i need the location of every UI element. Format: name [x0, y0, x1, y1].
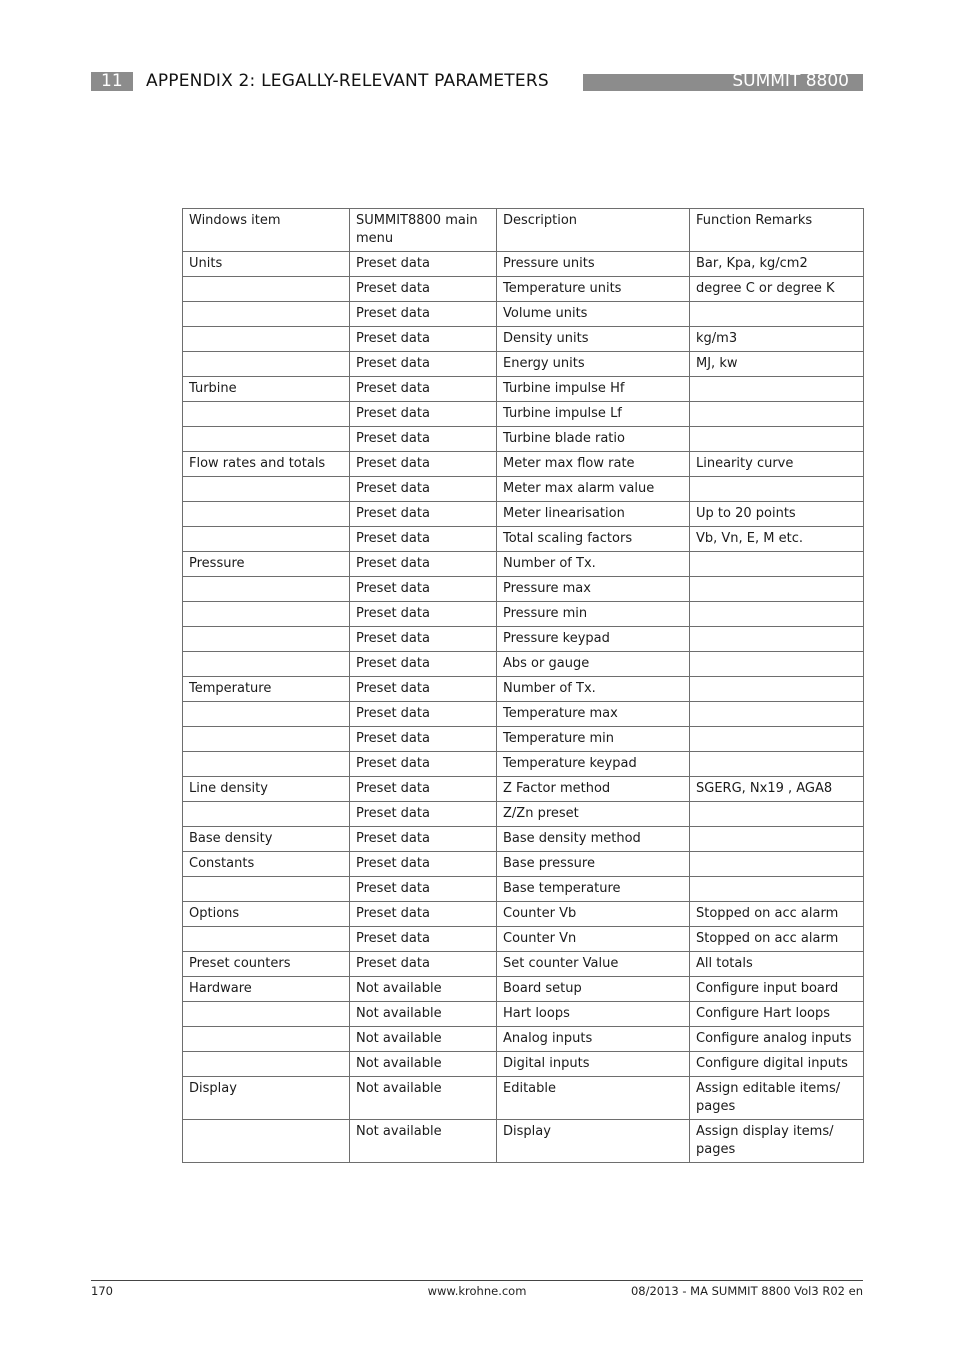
table-row: [183, 802, 864, 827]
table-cell: Units: [183, 252, 350, 277]
table-cell: [183, 502, 350, 527]
table-cell: Flow rates and totals: [183, 452, 350, 477]
table-row: [183, 452, 864, 477]
table-cell: Temperature min: [497, 727, 690, 752]
table-row: [183, 327, 864, 352]
table-cell: Assign editable items/ pages: [690, 1077, 864, 1120]
table-cell: [690, 852, 864, 877]
table-cell: Configure digital inputs: [690, 1052, 864, 1077]
table-cell: Base density: [183, 827, 350, 852]
table-cell: Not available: [350, 977, 497, 1002]
page-header: [0, 72, 954, 94]
table-cell: Z Factor method: [497, 777, 690, 802]
table-row: [183, 1052, 864, 1077]
table-cell: Preset counters: [183, 952, 350, 977]
table-cell: Turbine impulse Hf: [497, 377, 690, 402]
table-cell: Preset data: [350, 477, 497, 502]
table-row: [183, 1027, 864, 1052]
table-cell: Preset data: [350, 902, 497, 927]
table-cell: Volume units: [497, 302, 690, 327]
parameters-table: [182, 208, 864, 1163]
footer-divider: [91, 1280, 863, 1281]
footer-doc-ref: 08/2013 - MA SUMMIT 8800 Vol3 R02 en: [630, 1284, 863, 1298]
table-row: [183, 877, 864, 902]
table-cell: Energy units: [497, 352, 690, 377]
table-cell: Preset data: [350, 852, 497, 877]
table-cell: [690, 477, 864, 502]
table-cell: Preset data: [350, 652, 497, 677]
table-cell: Hart loops: [497, 1002, 690, 1027]
table-cell: Not available: [350, 1002, 497, 1027]
table-cell: Line density: [183, 777, 350, 802]
table-cell: Pressure min: [497, 602, 690, 627]
table-row: [183, 402, 864, 427]
table-row: [183, 852, 864, 877]
table-cell: kg/m3: [690, 327, 864, 352]
table-cell: [183, 702, 350, 727]
table-cell: [183, 877, 350, 902]
table-cell: Abs or gauge: [497, 652, 690, 677]
table-row: [183, 477, 864, 502]
table-cell: Preset data: [350, 602, 497, 627]
table-cell: Temperature units: [497, 277, 690, 302]
table-row: [183, 1002, 864, 1027]
table-cell: Density units: [497, 327, 690, 352]
table-cell: Configure Hart loops: [690, 1002, 864, 1027]
table-cell: [690, 877, 864, 902]
table-cell: Preset data: [350, 702, 497, 727]
table-cell: Assign display items/ pages: [690, 1120, 864, 1163]
table-cell: Options: [183, 902, 350, 927]
table-cell: Z/Zn preset: [497, 802, 690, 827]
table-row: [183, 727, 864, 752]
table-cell: Base density method: [497, 827, 690, 852]
table-cell: Meter linearisation: [497, 502, 690, 527]
table-cell: [690, 377, 864, 402]
table-cell: [183, 652, 350, 677]
table-cell: Turbine: [183, 377, 350, 402]
table-row: [183, 927, 864, 952]
table-cell: Number of Tx.: [497, 677, 690, 702]
table-cell: [690, 827, 864, 852]
table-cell: Preset data: [350, 952, 497, 977]
table-row: [183, 1120, 864, 1163]
table-row: [183, 977, 864, 1002]
table-row: [183, 702, 864, 727]
table-cell: degree C or degree K: [690, 277, 864, 302]
table-cell: Preset data: [350, 252, 497, 277]
table-row: [183, 952, 864, 977]
table-cell: Temperature: [183, 677, 350, 702]
table-cell: Pressure units: [497, 252, 690, 277]
table-cell: Digital inputs: [497, 1052, 690, 1077]
table-cell: Not available: [350, 1027, 497, 1052]
table-cell: [183, 927, 350, 952]
table-row: [183, 352, 864, 377]
table-cell: [690, 627, 864, 652]
table-cell: Not available: [350, 1077, 497, 1120]
table-row: [183, 552, 864, 577]
column-header: Windows item: [183, 209, 350, 252]
table-cell: Turbine impulse Lf: [497, 402, 690, 427]
table-cell: Preset data: [350, 302, 497, 327]
table-cell: [183, 527, 350, 552]
table-cell: Set counter Value: [497, 952, 690, 977]
column-header: Description: [497, 209, 690, 252]
table-header-row: [183, 209, 864, 252]
table-cell: Preset data: [350, 352, 497, 377]
table-cell: Preset data: [350, 452, 497, 477]
table-cell: Preset data: [350, 377, 497, 402]
table-cell: Display: [183, 1077, 350, 1120]
table-cell: Base pressure: [497, 852, 690, 877]
table-cell: Analog inputs: [497, 1027, 690, 1052]
table-row: [183, 427, 864, 452]
table-cell: Preset data: [350, 727, 497, 752]
table-cell: Preset data: [350, 827, 497, 852]
table-cell: Preset data: [350, 577, 497, 602]
table-row: [183, 627, 864, 652]
table-cell: Preset data: [350, 627, 497, 652]
table-cell: Stopped on acc alarm: [690, 927, 864, 952]
table-cell: Preset data: [350, 327, 497, 352]
table-cell: Temperature keypad: [497, 752, 690, 777]
table-cell: All totals: [690, 952, 864, 977]
table-cell: Not available: [350, 1120, 497, 1163]
table-cell: [690, 302, 864, 327]
table-cell: Preset data: [350, 552, 497, 577]
table-row: [183, 652, 864, 677]
table-row: [183, 577, 864, 602]
table-cell: Counter Vn: [497, 927, 690, 952]
table-cell: [183, 727, 350, 752]
footer-website: www.krohne.com: [427, 1284, 527, 1298]
table-cell: Base temperature: [497, 877, 690, 902]
table-cell: Preset data: [350, 927, 497, 952]
table-cell: [183, 577, 350, 602]
table-cell: Preset data: [350, 777, 497, 802]
table-row: [183, 277, 864, 302]
table-cell: SGERG, Nx19 , AGA8: [690, 777, 864, 802]
table-cell: [690, 602, 864, 627]
table-row: [183, 527, 864, 552]
table-row: [183, 252, 864, 277]
table-cell: Total scaling factors: [497, 527, 690, 552]
table-cell: Turbine blade ratio: [497, 427, 690, 452]
table-cell: [183, 1002, 350, 1027]
table-row: [183, 902, 864, 927]
table-cell: [690, 727, 864, 752]
table-cell: MJ, kw: [690, 352, 864, 377]
table-row: [183, 777, 864, 802]
table-cell: [690, 752, 864, 777]
table-row: [183, 602, 864, 627]
column-header: SUMMIT8800 main menu: [350, 209, 497, 252]
table-cell: Board setup: [497, 977, 690, 1002]
table-cell: Preset data: [350, 802, 497, 827]
table-cell: Pressure max: [497, 577, 690, 602]
table-cell: Preset data: [350, 427, 497, 452]
table-cell: Temperature max: [497, 702, 690, 727]
table-row: [183, 1077, 864, 1120]
table-cell: Stopped on acc alarm: [690, 902, 864, 927]
table-cell: [183, 277, 350, 302]
table-row: [183, 677, 864, 702]
table-row: [183, 752, 864, 777]
table-cell: Preset data: [350, 752, 497, 777]
table-row: [183, 502, 864, 527]
table-cell: [183, 1052, 350, 1077]
table-cell: Display: [497, 1120, 690, 1163]
table-cell: Constants: [183, 852, 350, 877]
table-cell: [183, 1120, 350, 1163]
table-cell: Preset data: [350, 402, 497, 427]
table-cell: [183, 1027, 350, 1052]
table-cell: Meter max alarm value: [497, 477, 690, 502]
table-cell: [690, 552, 864, 577]
table-row: [183, 377, 864, 402]
table-cell: Linearity curve: [690, 452, 864, 477]
table-row: [183, 827, 864, 852]
table-cell: [183, 402, 350, 427]
chapter-title: APPENDIX 2: LEGALLY-RELEVANT PARAMETERS: [146, 71, 549, 91]
table-cell: [690, 802, 864, 827]
table-cell: Number of Tx.: [497, 552, 690, 577]
table-cell: [183, 802, 350, 827]
table-cell: [690, 677, 864, 702]
column-header: Function Remarks: [690, 209, 864, 252]
table-cell: Preset data: [350, 527, 497, 552]
table-row: [183, 302, 864, 327]
table-cell: [690, 427, 864, 452]
table-cell: Editable: [497, 1077, 690, 1120]
table-cell: Preset data: [350, 677, 497, 702]
table-cell: Bar, Kpa, kg/cm2: [690, 252, 864, 277]
table-cell: [183, 752, 350, 777]
table-cell: Preset data: [350, 277, 497, 302]
table-cell: [183, 627, 350, 652]
table-cell: [183, 477, 350, 502]
table-cell: [690, 652, 864, 677]
page-number: 170: [91, 1284, 113, 1298]
table-cell: [690, 577, 864, 602]
table-cell: Preset data: [350, 502, 497, 527]
table-cell: Vb, Vn, E, M etc.: [690, 527, 864, 552]
table-cell: [690, 702, 864, 727]
table-cell: [183, 302, 350, 327]
table-cell: Configure input board: [690, 977, 864, 1002]
product-name: SUMMIT 8800: [732, 71, 849, 91]
table-cell: Hardware: [183, 977, 350, 1002]
table-cell: Preset data: [350, 877, 497, 902]
table-cell: Configure analog inputs: [690, 1027, 864, 1052]
table-cell: [690, 402, 864, 427]
table-cell: [183, 427, 350, 452]
table-cell: [183, 327, 350, 352]
table-cell: Up to 20 points: [690, 502, 864, 527]
table-cell: Pressure keypad: [497, 627, 690, 652]
table-cell: Counter Vb: [497, 902, 690, 927]
table-cell: [183, 602, 350, 627]
chapter-number: 11: [101, 71, 123, 91]
table-cell: Meter max flow rate: [497, 452, 690, 477]
table-cell: Pressure: [183, 552, 350, 577]
table-cell: Not available: [350, 1052, 497, 1077]
table-cell: [183, 352, 350, 377]
